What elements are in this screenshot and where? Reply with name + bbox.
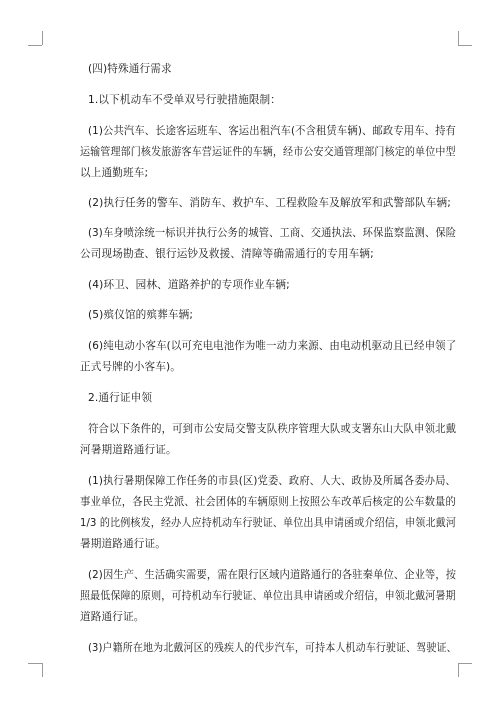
paragraph-line: 正式号牌的小客车)。 xyxy=(80,361,181,373)
crop-mark-top-left-h xyxy=(28,45,42,46)
paragraph-line: 运输管理部门核发旅游客车营运证件的车辆，经市公安交通管理部门核定的单位中型 xyxy=(80,146,456,158)
crop-mark-bottom-right-h xyxy=(458,663,472,664)
paragraph-line: 暑期道路通行证。 xyxy=(80,538,166,550)
paragraph-line: (1)执行暑期保障工作任务的市县(区)党委、政府、人大、政协及所属各委办局、 xyxy=(88,475,456,487)
paragraph-line: 符合以下条件的，可到市公安局交警支队秩序管理大队或支署东山大队申领北戴 xyxy=(88,423,457,435)
crop-mark-top-right-v xyxy=(458,31,459,45)
paragraph-line: (3)车身喷涂统一标识并执行公务的城管、工商、交通执法、环保监察监测、保险 xyxy=(88,227,457,239)
section-heading: (四)特殊通行需求 xyxy=(88,63,172,75)
paragraph-line: (5)殡仪馆的殡葬车辆; xyxy=(88,309,194,321)
paragraph-line: 道路通行证。 xyxy=(80,611,145,623)
paragraph-line: (4)环卫、园林、道路养护的专项作业车辆; xyxy=(88,279,290,291)
paragraph-line: 事业单位，各民主党派、社会团体的车辆原则上按照公车改革后核定的公车数量的 xyxy=(80,496,456,508)
paragraph-line: (3)户籍所在地为北戴河区的残疾人的代步汽车，可持本人机动车行驶证、驾驶证、 xyxy=(88,642,457,654)
subsection-heading: 1.以下机动车不受单双号行驶措施限制： xyxy=(88,94,282,106)
crop-mark-top-left-v xyxy=(42,31,43,45)
paragraph-line: 以上通勤班车; xyxy=(80,167,149,179)
paragraph-line: 公司现场勘查、银行运钞及救援、清障等确需通行的专用车辆; xyxy=(80,248,374,260)
crop-mark-bottom-left-h xyxy=(28,663,42,664)
paragraph-line: (2)因生产、生活确实需要，需在限行区域内道路通行的各驻秦单位、企业等，按 xyxy=(88,569,457,581)
paragraph-line: 1/3 的比例核发，经办人应持机动车行驶证、单位出具申请函或介绍信，申领北戴河 xyxy=(80,517,457,529)
crop-mark-top-right-h xyxy=(458,45,472,46)
paragraph-line: (2)执行任务的警车、消防车、救护车、工程救险车及解放军和武警部队车辆; xyxy=(88,197,451,209)
paragraph-line: (6)纯电动小客车(以可充电电池作为唯一动力来源、由电动机驱动且已经申领了 xyxy=(88,340,457,352)
paragraph-line: (1)公共汽车、长途客运班车、客运出租汽车(不含租赁车辆)、邮政专用车、持有 xyxy=(88,125,456,137)
paragraph-line: 河暑期道路通行证。 xyxy=(80,444,177,456)
crop-mark-bottom-right-v xyxy=(458,663,459,677)
paragraph-line: 照最低保障的原则，可持机动车行驶证、单位出具申请函或介绍信，申领北戴河暑期 xyxy=(80,590,456,602)
crop-mark-bottom-left-v xyxy=(42,663,43,677)
subsection-heading: 2.通行证申领 xyxy=(88,392,153,404)
